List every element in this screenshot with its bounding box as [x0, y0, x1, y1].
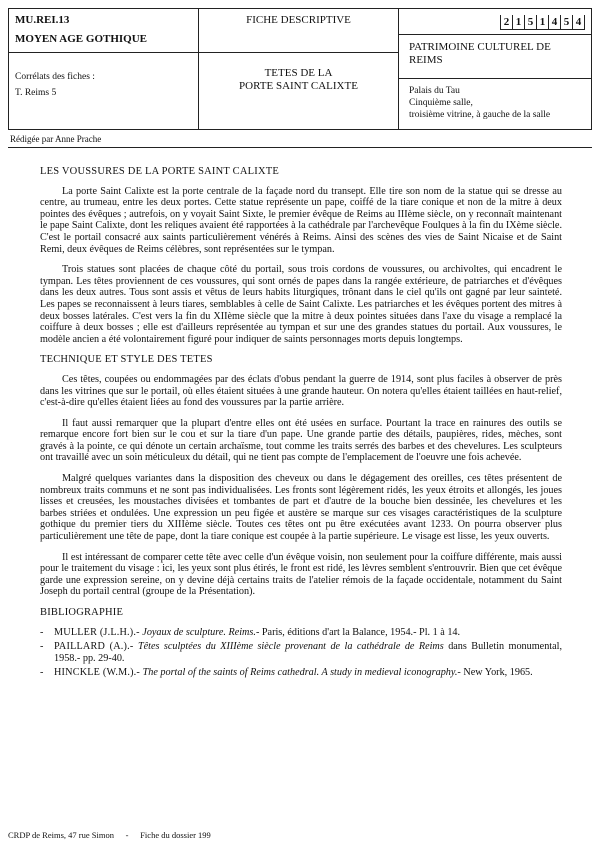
bib-author: HINCKLE (W.M.).-	[54, 667, 141, 679]
location-line-1: Palais du Tau	[409, 86, 460, 96]
paragraph: La porte Saint Calixte est la porte centrale de la façade nord du transept. Elle tire son nom de la statue qui se dresse au centre, au trumeau, entre les deux portes. Cette statue représente un pape, coiffé de la tiare conique et non de la mitre à deux pointes des évêques ; autrefois, on y voyait Saint Sixte, le premier évêque de Reims au IIIème siècle, on y reconnaît maintenant le pape Saint Calixte, dont les reliques avaient été rapportées à la cathédrale par l'archevêque Foulques à la fin du IXème siècle. C'est le portail consacré aux saints particulièrement vénérés à Reims. Ainsi des scènes des vies de Saint Nicaise et de Saint Remi, deux évêques de Reims célèbres, sont représentées sur le tympan.	[40, 185, 562, 255]
footer-separator: -	[125, 830, 129, 840]
heritage-label: PATRIMOINE CULTUREL DE REIMS	[409, 41, 551, 66]
footer-fiche: Fiche du dossier 199	[140, 830, 211, 840]
location-line-3: troisième vitrine, à gauche de la salle	[409, 110, 551, 120]
paragraph: Ces têtes, coupées ou endommagées par des éclats d'obus pendant la guerre de 1914, sont plus faciles à observer de près dans les vitrines que sur le portail, où elles étaient situées à une grande hauteur. On notera qu'elles étaient taillées en haut-relief, c'est-à-dire qu'elles étaient liées au fond des voussures par la partie arrière.	[40, 373, 562, 409]
code-digit: 1	[537, 15, 549, 29]
correlats-cell	[9, 53, 198, 117]
bib-details: - Paris, éditions d'art la Balance, 1954.- Pl. 1 à 14.	[255, 626, 461, 638]
bib-details: - New York, 1965.	[457, 667, 533, 679]
header-right-column	[399, 9, 591, 129]
bibliography-item	[40, 667, 562, 679]
footer-publisher: CRDP de Reims, 47 rue Simon	[8, 830, 114, 840]
header-grid	[8, 8, 592, 130]
title-line-1: TETES DE LA	[264, 67, 333, 79]
bib-details: dans Bulletin monumental, 1958.- pp. 29-40.	[54, 641, 563, 664]
bibliography-item	[40, 641, 562, 664]
paragraph: Trois statues sont placées de chaque côté du portail, sous trois cordons de voussures, ou archivoltes, qui encadrent le tympan. Les têtes proviennent de ces voussures, qui sont ornés de papes dans la rangée extérieure, de patriarches et d'évêques dans les deux autres. Tous sont assis et vêtus de leurs habits liturgiques, trônant dans le ciel qu'ils ont gagné par leur sainteté. Les papes se reconnaissent à leurs tiares, semblables à celle de Saint Calixte. Les patriarches et les évêques portent des mitres à deux bosses latérales. C'est vers la fin du XIIème siècle que la mitre à deux pointes situées dans l'axe du visage a remplacé la coiffure à deux bosses ; elle est d'ailleurs représentée au tympan et sur une des grandes statues du portail. Aux voussures, le modèle ancien a été volontairement figuré pour indiquer de saints personnages morts depuis longtemps.	[40, 264, 562, 345]
heritage-cell	[399, 35, 591, 79]
classification-code	[500, 15, 585, 30]
author-line: Rédigée par Anne Prache	[10, 134, 102, 144]
title-line-2: PORTE SAINT CALIXTE	[239, 80, 358, 92]
code-digit: 5	[561, 15, 573, 29]
ref-code: MU.REI.13	[15, 14, 70, 26]
header-center-column	[199, 9, 399, 129]
paragraph: Il faut aussi remarquer que la plupart d'entre elles ont été usées en surface. Pourtant la trace en rainures des outils se remarque encore fort bien sur le cou et sur la tiare d'un pape. Une grande partie des détails, paupières, rides, mèches, sont gravés à la pointe, ce qui dénote un certain archaïsme, tout comme les traits serrés des barbes et des chevelures. Les sculpteurs ont travaillé avec un soin méticuleux du détail, qui ne tient pas compte de l'emplacement de l'oeuvre une fois achevée.	[40, 417, 562, 464]
correlats-label: Corrélats des fiches :	[15, 72, 95, 82]
bib-title: Têtes sculptées du XIIIème siècle provenant de la cathédrale de Reims	[137, 641, 444, 653]
ref-cell	[9, 9, 198, 53]
code-cell	[399, 9, 591, 35]
fiche-label: FICHE DESCRIPTIVE	[246, 14, 351, 26]
bib-author: PAILLARD (A.).-	[54, 641, 134, 653]
section-heading: BIBLIOGRAPHIE	[40, 607, 124, 618]
bib-title: The portal of the saints of Reims cathedral. A study in medieval iconography.	[142, 667, 458, 679]
code-digit: 4	[575, 16, 582, 28]
period-label: MOYEN AGE GOTHIQUE	[15, 33, 148, 45]
bibliography-item	[40, 627, 562, 639]
code-digit: 1	[513, 15, 525, 29]
main-text	[40, 166, 562, 682]
header-left-column	[9, 9, 199, 129]
bib-author: MULLER (J.L.H.).-	[54, 626, 140, 638]
section-heading: LES VOUSSURES DE LA PORTE SAINT CALIXTE	[40, 166, 279, 177]
code-digit: 4	[549, 15, 561, 29]
location-cell	[399, 79, 591, 127]
section-heading: TECHNIQUE ET STYLE DES TETES	[40, 354, 213, 366]
correlats-value: T. Reims 5	[15, 88, 57, 98]
code-digit: 5	[525, 15, 537, 29]
bibliography-list	[40, 627, 562, 679]
page-footer	[8, 830, 211, 840]
code-digit: 2	[501, 15, 513, 29]
paragraph: Il est intéressant de comparer cette tête avec celle d'un évêque voisin, non seulement pour la coiffure différente, mais aussi pour le traitement du visage : ici, les yeux sont plus étirés, le front est ridé, les lèvres semblent s'entrouvrir. Bien que cet évêque garde une expression sereine, on y devine déjà certains traits de l'atelier rémois de la façade occidentale, notamment du Saint Joseph du portail central (groupe de la Présentation).	[40, 551, 562, 598]
title-cell	[199, 53, 398, 93]
location-line-2: Cinquième salle,	[409, 98, 473, 108]
paragraph: Malgré quelques variantes dans la disposition des cheveux ou dans le dégagement des oreilles, ces têtes présentent de nombreux traits communs et ne sont pas individualisées. Les fronts sont légèrement ridés, les yeux étroits et allongés, les joues lisses et creusées, les moustaches divisées et tombantes de part et d'autre de la bouche bien dessinée, les chevelures et les barbes striées et ondulées. Une expression un peu figée et austère se marque sur ces visages caractéristiques de la sculpture gothique du premier tiers du XIIIème siècle. Toutes ces têtes ont pu être exécutées avant 1233. On pourra observer plus particulièrement une tête de pape, dont la tiare conique est coupée à la partie supérieure. Le visage est lisse, les yeux ouverts.	[40, 473, 562, 543]
divider	[8, 147, 592, 148]
bib-title: Joyaux de sculpture. Reims.	[142, 626, 256, 638]
fiche-cell	[199, 9, 398, 53]
